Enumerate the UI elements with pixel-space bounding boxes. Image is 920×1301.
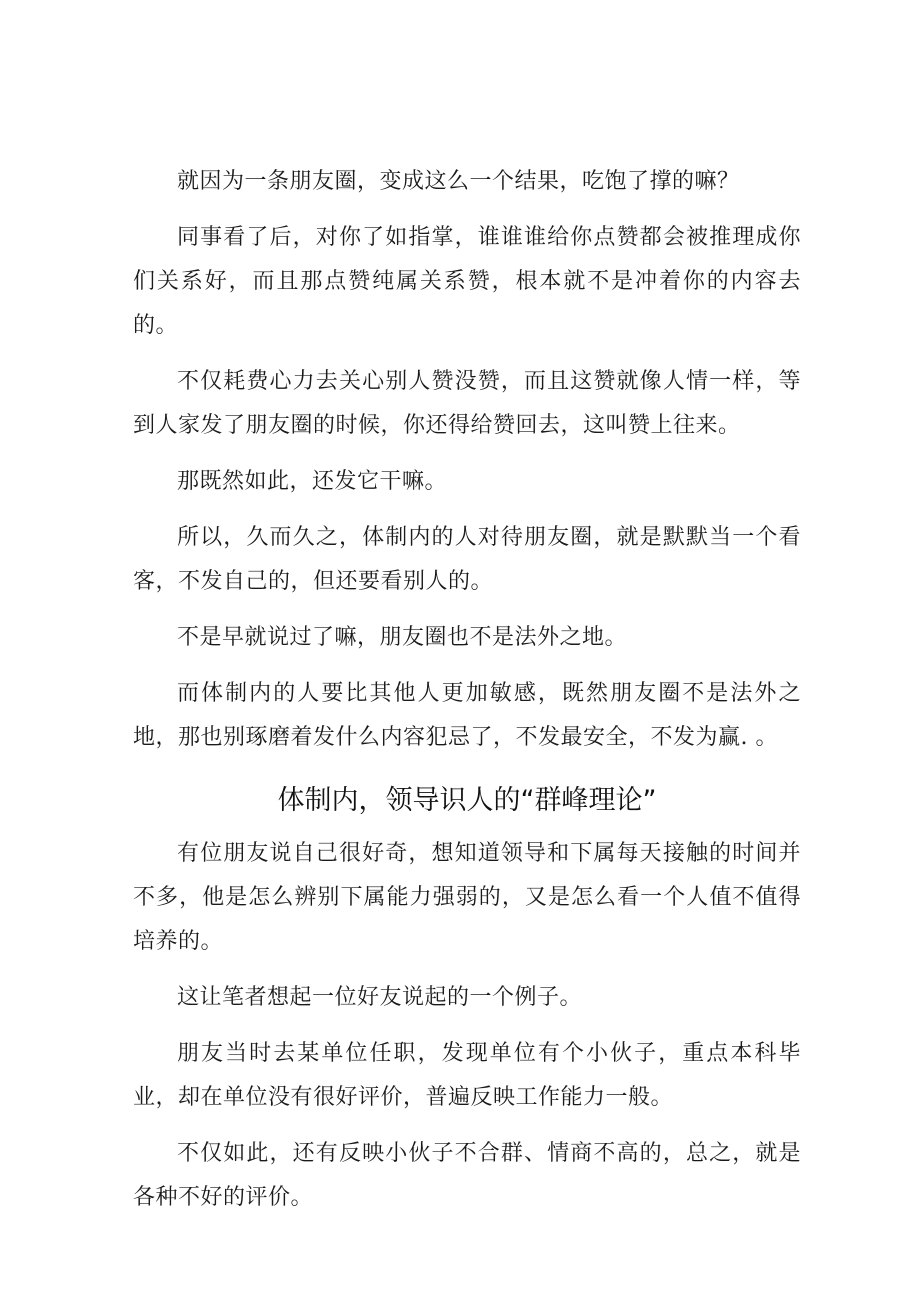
paragraph: 这让笔者想起一位好友说起的一个例子。 <box>177 985 583 1010</box>
paragraph: 有位朋友说自己很好奇，想知道领导和下属每天接触的时间并不多，他是怎么辨别下属能力强弱的，又是怎么看一个人值不值得培养的。 <box>133 841 801 954</box>
paragraph: 不仅如此，还有反映小伙子不合群、情商不高的，总之，就是各种不好的评价。 <box>133 1141 801 1210</box>
paragraph: 就因为一条朋友圈，变成这么一个结果，吃饱了撑的嘛？ <box>177 169 740 194</box>
section-heading: 体制内，领导识人的“群峰理论” <box>277 785 657 816</box>
paragraph: 朋友当时去某单位任职，发现单位有个小伙子，重点本科毕业，却在单位没有很好评价，普遍反映工作能力一般。 <box>133 1041 801 1110</box>
paragraph: 不仅耗费心力去关心别人赞没赞，而且这赞就像人情一样，等到人家发了朋友圈的时候，你还得给赞回去，这叫赞上往来。 <box>133 369 801 438</box>
article-body <box>133 160 801 1220</box>
paragraph: 所以，久而久之，体制内的人对待朋友圈，就是默默当一个看客，不发自己的，但还要看别人的。 <box>133 525 801 594</box>
paragraph: 同事看了后，对你了如指掌，谁谁谁给你点赞都会被推理成你们关系好，而且那点赞纯属关系赞，根本就不是冲着你的内容去的。 <box>133 225 801 338</box>
paragraph: 那既然如此，还发它干嘛。 <box>177 469 448 494</box>
paragraph: 不是早就说过了嘛，朋友圈也不是法外之地。 <box>177 625 628 650</box>
paragraph: 而体制内的人要比其他人更加敏感，既然朋友圈不是法外之地，那也别琢磨着发什么内容犯忌了，不发最安全，不发为赢. 。 <box>133 681 801 750</box>
